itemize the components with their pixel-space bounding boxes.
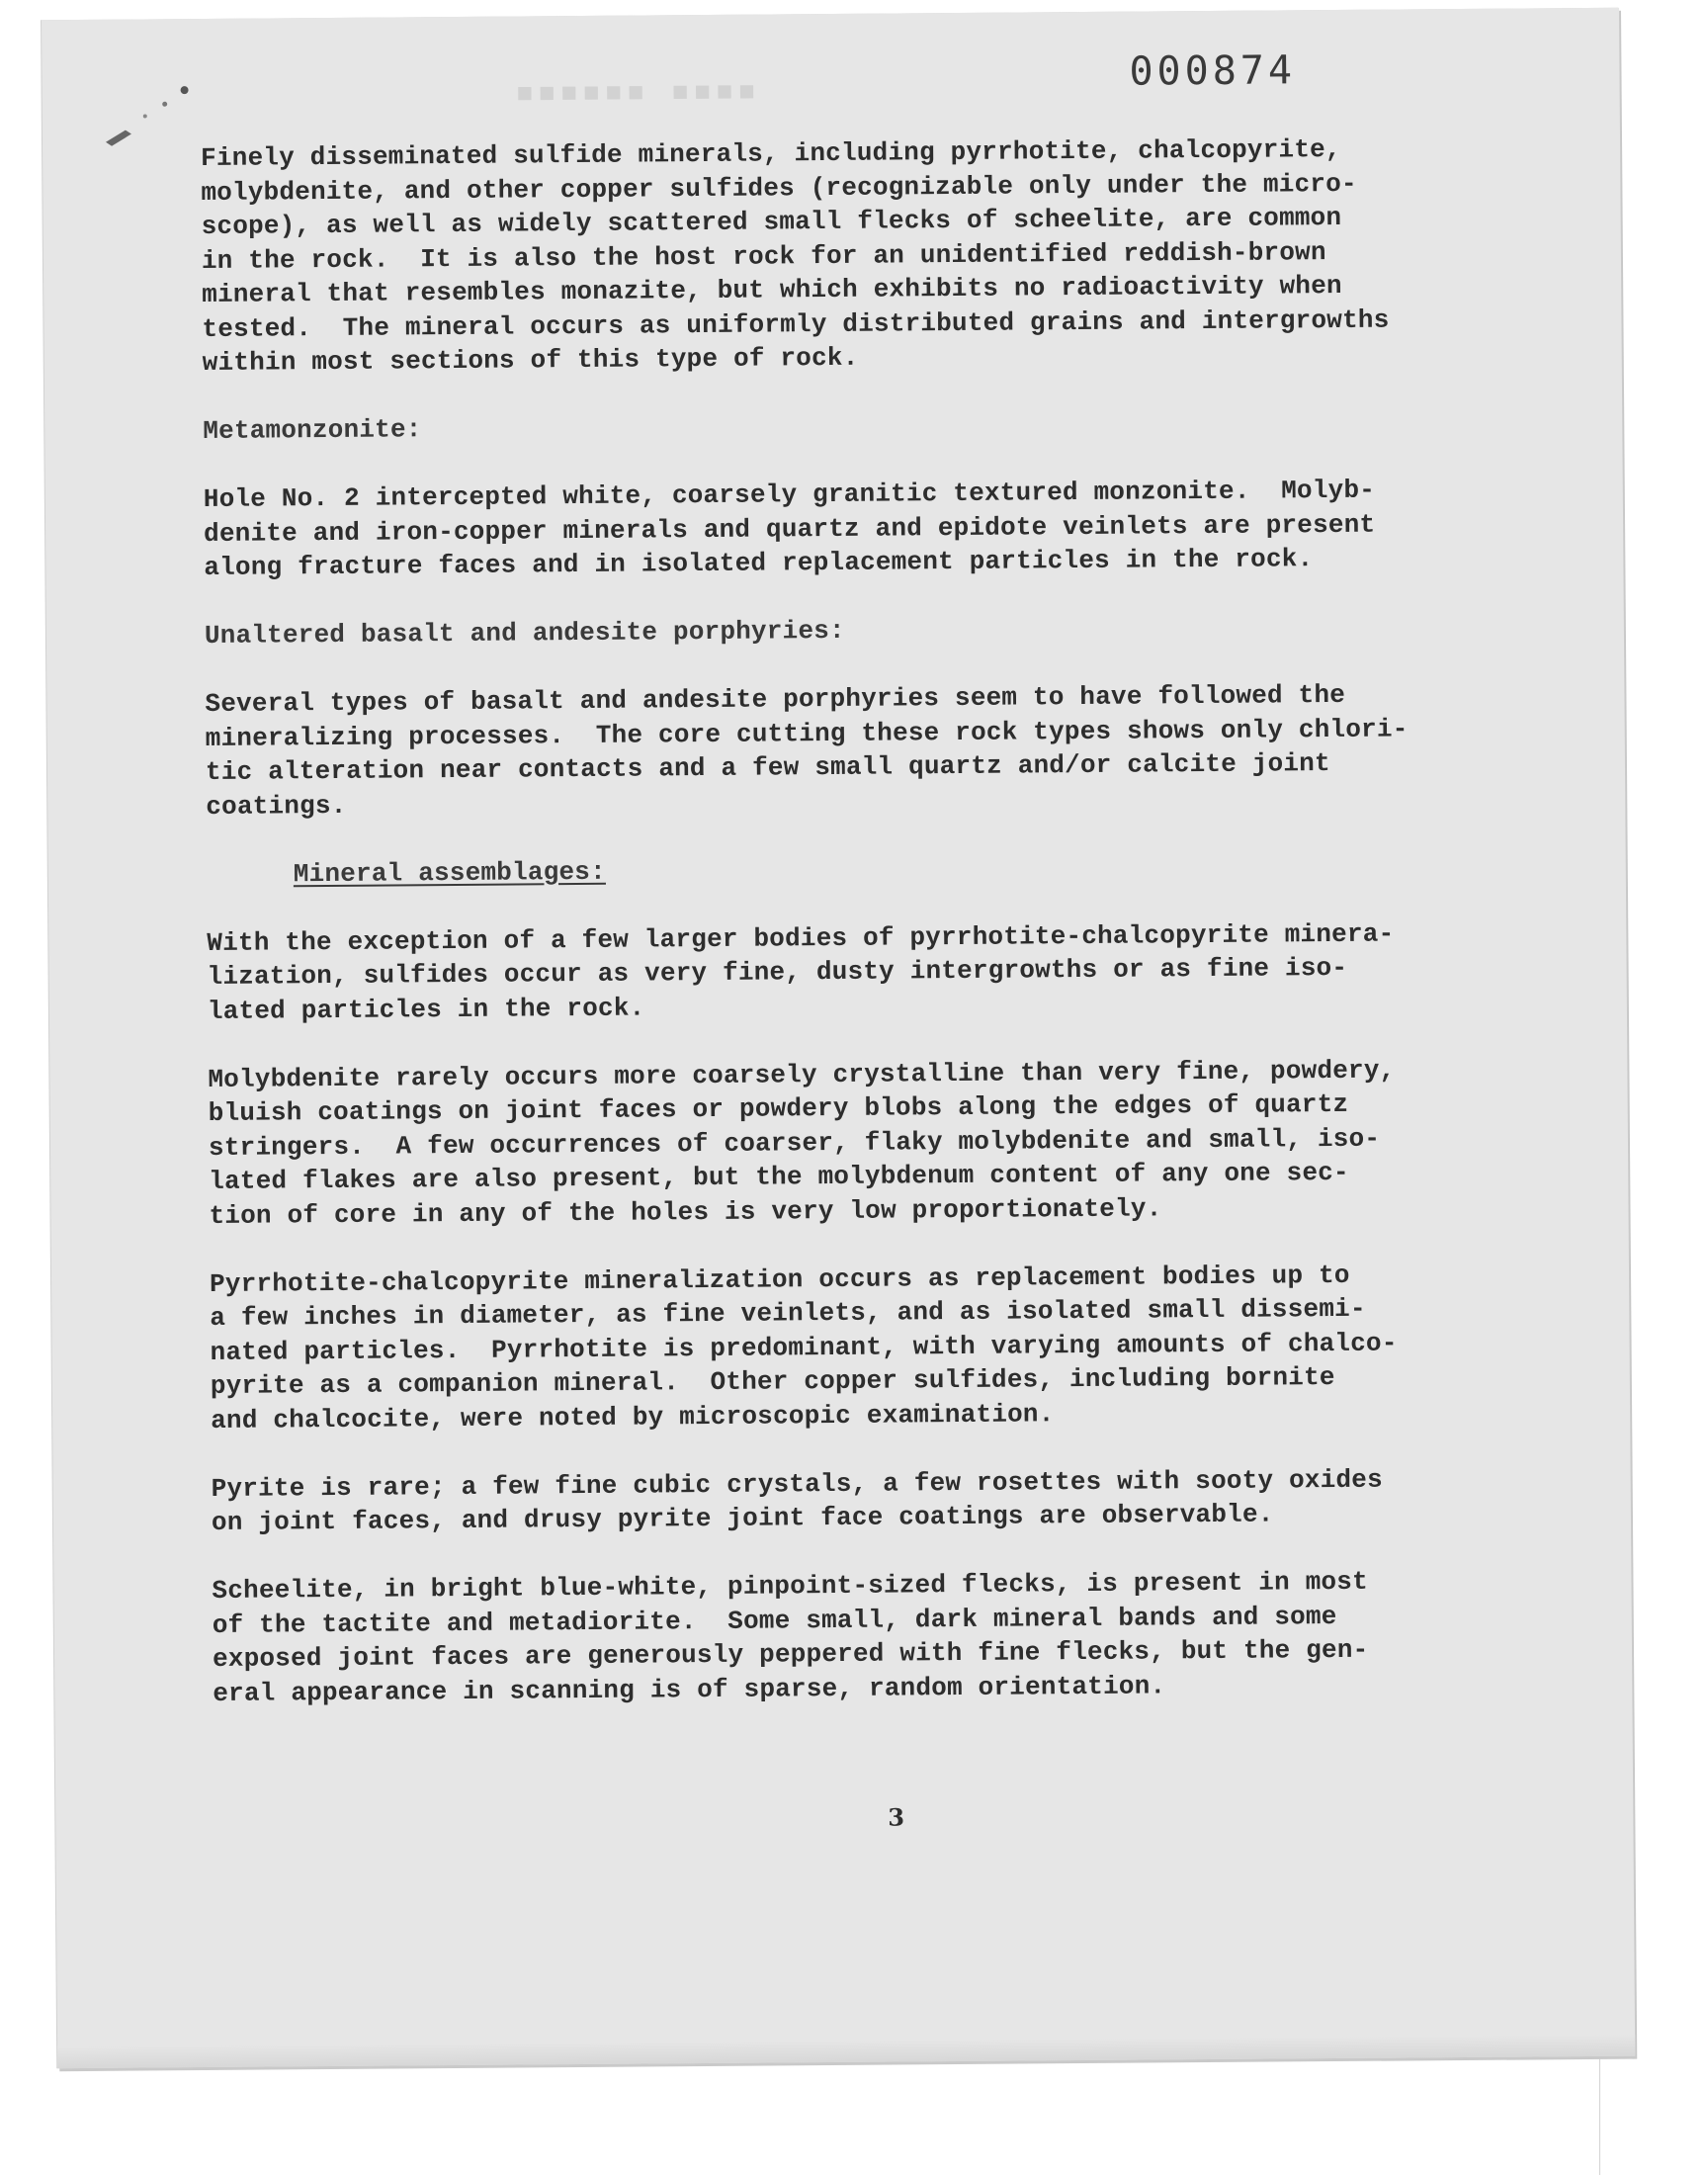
paragraph-sulfide-intergrowths: With the exception of a few larger bodies of pyrrhotite-chalcopyrite minera- lization, sulfides occur as very fine, dusty intergrowths or as fine iso- lated particles in the rock.	[207, 918, 1395, 1026]
paragraph-pyrite: Pyrite is rare; a few fine cubic crystals, a few rosettes with sooty oxides on joint faces, and drusy pyrite joint face coatings are observable.	[211, 1464, 1383, 1537]
page-number: 3	[888, 1802, 905, 1832]
heading-mineral-assemblages	[294, 847, 1551, 891]
heading-metamonzonite: Metamonzonite:	[203, 414, 422, 446]
paragraph-basalt-andesite: Several types of basalt and andesite porphyries seem to have followed the mineralizing processes. The core cutting these rock types shows only chlori- tic alteration near contacts and a few small quartz and/or calcite joint coatings.	[205, 679, 1409, 822]
paragraph-hole-no-2: Hole No. 2 intercepted white, coarsely granitic textured monzonite. Molyb- denite and iron-copper minerals and quartz and epidote veinlets are present along fracture faces and in isolated replacement particles in the rock.	[203, 475, 1376, 582]
faint-stamp-mark: ▪▪▪▪▪▪ ▪▪▪▪	[514, 69, 759, 112]
heading-mineral-assemblages-text: Mineral assemblages:	[293, 856, 606, 889]
document-body	[201, 130, 1558, 1744]
paragraph-scheelite: Scheelite, in bright blue-white, pinpoint-sized flecks, is present in most of the tactite and metadiorite. Some small, dark mineral bands and some exposed joint faces are generously peppered with fine flecks, but the gen- eral appearance in scanning is of sparse, random orientation.	[212, 1566, 1369, 1708]
punch-marks-icon	[100, 82, 200, 152]
document-number: 000874	[1129, 47, 1297, 95]
document-page	[42, 8, 1635, 2068]
paragraph-molybdenite: Molybdenite rarely occurs more coarsely crystalline than very fine, powdery, bluish coatings on joint faces or powdery blobs along the edges of quartz stringers. A few occurrences of coarser, flaky molybdenite and small, iso- lated flakes are also present, but the molybdenum content of any one sec- tion of core in any of the holes is very low proportionately.	[208, 1055, 1396, 1231]
paragraph-sulfide-minerals: Finely disseminated sulfide minerals, including pyrrhotite, chalcopyrite, molybdenite, and other copper sulfides (recognizable only under the micro- scope), as well as widely scattered small flecks of scheelite, are common in the rock. It is also the host rock for an unidentified reddish-brown mineral that resembles monazite, but which exhibits no radioactivity when tested. The mineral occurs as uniformly distributed grains and intergrowths within most sections of this type of rock.	[201, 133, 1390, 378]
heading-unaltered-basalt: Unaltered basalt and andesite porphyries:	[204, 615, 845, 651]
paragraph-pyrrhotite-chalcopyrite: Pyrrhotite-chalcopyrite mineralization occurs as replacement bodies up to a few inches in diameter, as fine veinlets, and as isolated small dissemi- nated particles. Pyrrhotite is predominant, with varying amounts of chalco- pyrite as a companion mineral. Other copper sulfides, including bornite and chalcocite, were noted by microscopic examination.	[209, 1260, 1398, 1436]
